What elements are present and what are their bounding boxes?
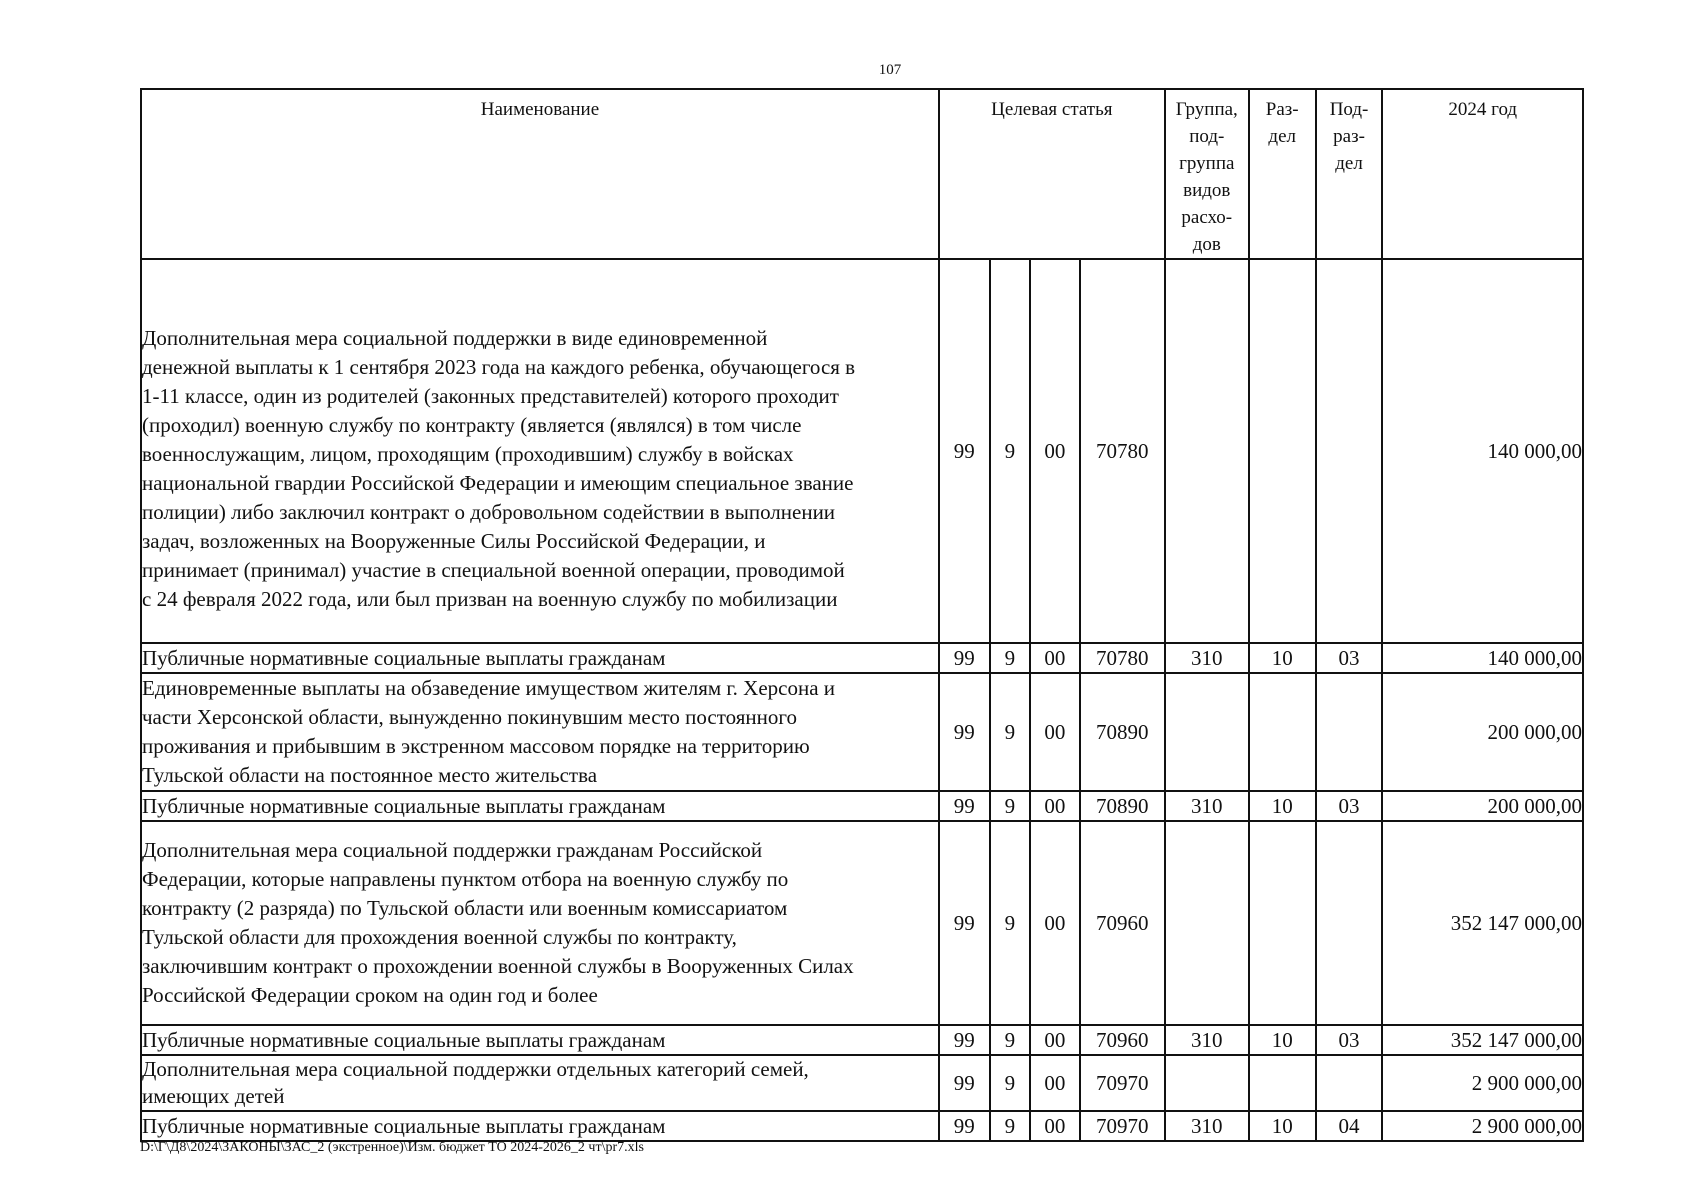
row-name: Публичные нормативные социальные выплаты гражданам <box>141 643 939 673</box>
amount-2024: 200 000,00 <box>1382 673 1583 791</box>
code-measure: 00 <box>1030 1025 1080 1055</box>
code-direction: 70780 <box>1080 259 1165 643</box>
section: 10 <box>1249 1111 1316 1141</box>
code-direction: 70970 <box>1080 1055 1165 1111</box>
expense-group: 310 <box>1165 1111 1249 1141</box>
table-row <box>141 791 1583 821</box>
section: 10 <box>1249 1025 1316 1055</box>
code-direction: 70780 <box>1080 643 1165 673</box>
code-program: 99 <box>939 259 990 643</box>
expense-group <box>1165 673 1249 791</box>
header-year: 2024 год <box>1382 89 1583 259</box>
code-measure: 00 <box>1030 259 1080 643</box>
code-program: 99 <box>939 1025 990 1055</box>
header-subsection: Под- раз- дел <box>1316 89 1383 259</box>
section <box>1249 673 1316 791</box>
header-section: Раз- дел <box>1249 89 1316 259</box>
code-subprogram: 9 <box>990 1055 1031 1111</box>
subsection <box>1316 259 1383 643</box>
code-subprogram: 9 <box>990 1111 1031 1141</box>
table-row <box>141 1111 1583 1141</box>
code-measure: 00 <box>1030 673 1080 791</box>
expense-group: 310 <box>1165 791 1249 821</box>
code-subprogram: 9 <box>990 821 1031 1025</box>
table-header-row <box>141 89 1583 259</box>
section: 10 <box>1249 643 1316 673</box>
code-subprogram: 9 <box>990 259 1031 643</box>
amount-2024: 352 147 000,00 <box>1382 821 1583 1025</box>
file-path-footer: D:\Г\Д8\2024\ЗАКОНЫ\ЗАС_2 (экстренное)\Изм. бюджет ТО 2024-2026_2 чт\pr7.xls <box>140 1140 644 1155</box>
section: 10 <box>1249 791 1316 821</box>
expense-group <box>1165 259 1249 643</box>
code-measure: 00 <box>1030 643 1080 673</box>
subsection <box>1316 1055 1383 1111</box>
code-subprogram: 9 <box>990 673 1031 791</box>
row-name: Дополнительная мера социальной поддержки в виде единовременной денежной выплаты к 1 сентября 2023 года на каждого ребенка, обучающегося в 1-11 классе, один из родителей (законных представителей) которого проходит (проходил) военную службу по контракту (является (являлся) в том числе военнослужащим, лицом, проходящим (проходившим) службу в войсках национальной гвардии Российской Федерации и имеющим специальное звание полиции) либо заключил контракт о добровольном содействии в выполнении задач, возложенных на Вооруженные Силы Российской Федерации, и принимает (принимал) участие в специальной военной операции, проводимой с 24 февраля 2022 года, или был призван на военную службу по мобилизации <box>141 259 939 643</box>
amount-2024: 2 900 000,00 <box>1382 1111 1583 1141</box>
code-program: 99 <box>939 1055 990 1111</box>
amount-2024: 200 000,00 <box>1382 791 1583 821</box>
section <box>1249 821 1316 1025</box>
budget-table <box>140 88 1584 1142</box>
amount-2024: 140 000,00 <box>1382 643 1583 673</box>
row-name: Публичные нормативные социальные выплаты гражданам <box>141 791 939 821</box>
code-subprogram: 9 <box>990 1025 1031 1055</box>
code-direction: 70960 <box>1080 1025 1165 1055</box>
amount-2024: 352 147 000,00 <box>1382 1025 1583 1055</box>
code-program: 99 <box>939 673 990 791</box>
table-row <box>141 821 1583 1025</box>
table-row <box>141 1055 1583 1111</box>
code-measure: 00 <box>1030 791 1080 821</box>
table-row <box>141 643 1583 673</box>
code-measure: 00 <box>1030 821 1080 1025</box>
row-name: Дополнительная мера социальной поддержки гражданам Российской Федерации, которые направлены пунктом отбора на военную службу по контракту (2 разряда) по Тульской области или военным комиссариатом Тульской области для прохождения военной службы по контракту, заключившим контракт о прохождении военной службы в Вооруженных Силах Российской Федерации сроком на один год и более <box>141 821 939 1025</box>
section <box>1249 259 1316 643</box>
expense-group <box>1165 821 1249 1025</box>
header-target-article: Целевая статья <box>939 89 1165 259</box>
code-measure: 00 <box>1030 1111 1080 1141</box>
row-name: Единовременные выплаты на обзаведение имуществом жителям г. Херсона и части Херсонской области, вынужденно покинувшим место постоянного проживания и прибывшим в экстренном массовом порядке на территорию Тульской области на постоянное место жительства <box>141 673 939 791</box>
expense-group <box>1165 1055 1249 1111</box>
code-program: 99 <box>939 643 990 673</box>
page-number: 107 <box>878 62 902 78</box>
amount-2024: 140 000,00 <box>1382 259 1583 643</box>
code-measure: 00 <box>1030 1055 1080 1111</box>
code-direction: 70970 <box>1080 1111 1165 1141</box>
row-name: Публичные нормативные социальные выплаты гражданам <box>141 1111 939 1141</box>
code-subprogram: 9 <box>990 643 1031 673</box>
expense-group: 310 <box>1165 1025 1249 1055</box>
code-subprogram: 9 <box>990 791 1031 821</box>
subsection <box>1316 673 1383 791</box>
code-program: 99 <box>939 791 990 821</box>
row-name: Публичные нормативные социальные выплаты гражданам <box>141 1025 939 1055</box>
code-direction: 70890 <box>1080 791 1165 821</box>
code-program: 99 <box>939 821 990 1025</box>
header-expense-group: Группа, под- группа видов расхо- дов <box>1165 89 1249 259</box>
code-direction: 70890 <box>1080 673 1165 791</box>
table-row <box>141 259 1583 643</box>
subsection <box>1316 821 1383 1025</box>
subsection: 03 <box>1316 643 1383 673</box>
section <box>1249 1055 1316 1111</box>
subsection: 04 <box>1316 1111 1383 1141</box>
expense-group: 310 <box>1165 643 1249 673</box>
table-row <box>141 673 1583 791</box>
code-program: 99 <box>939 1111 990 1141</box>
header-name: Наименование <box>141 89 939 259</box>
amount-2024: 2 900 000,00 <box>1382 1055 1583 1111</box>
subsection: 03 <box>1316 1025 1383 1055</box>
row-name: Дополнительная мера социальной поддержки отдельных категорий семей, имеющих детей <box>141 1055 939 1111</box>
code-direction: 70960 <box>1080 821 1165 1025</box>
subsection: 03 <box>1316 791 1383 821</box>
table-row <box>141 1025 1583 1055</box>
